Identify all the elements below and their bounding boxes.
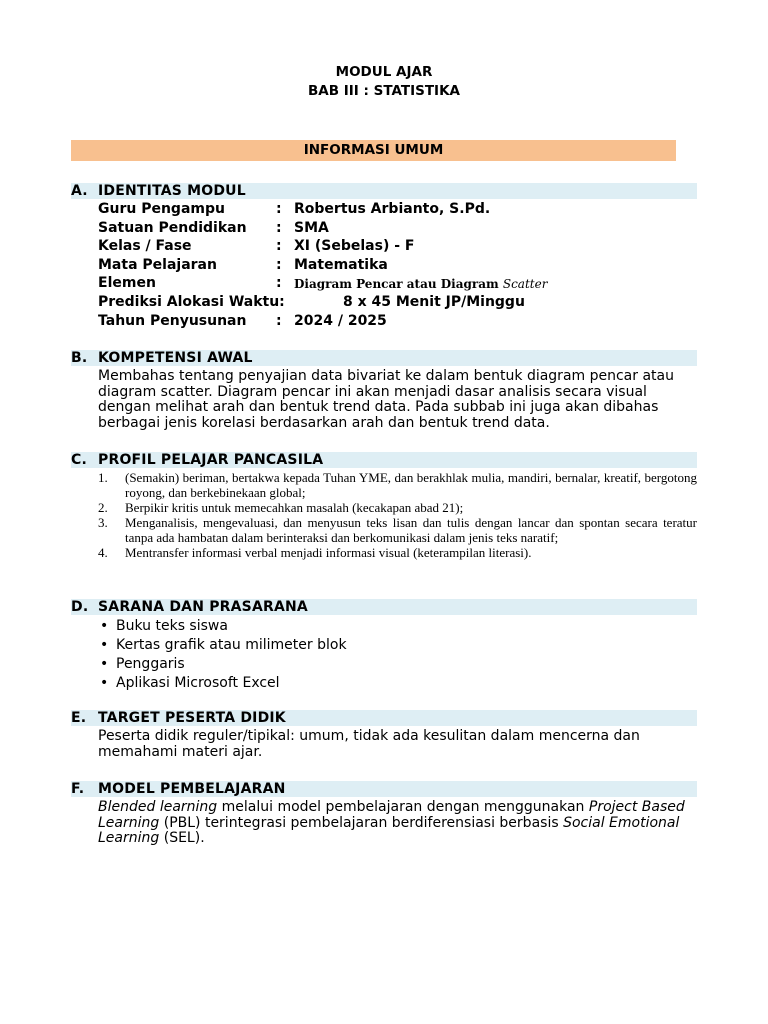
list-text: Penggaris <box>116 656 185 672</box>
list-item <box>98 470 697 500</box>
section-body: Peserta didik reguler/tipikal: umum, tidak ada kesulitan dalam mencerna dan memahami materi ajar. <box>98 728 640 760</box>
list-text: Buku teks siswa <box>116 618 228 634</box>
list-item <box>98 515 697 545</box>
italic-term: Project Based Learning <box>98 799 685 831</box>
section-heading <box>71 452 697 468</box>
row-value: 2024 / 2025 <box>294 312 387 329</box>
list-number: 1. <box>98 470 108 485</box>
list-text: Kertas grafik atau milimeter blok <box>116 637 347 653</box>
list-item <box>98 500 697 515</box>
list-item <box>98 617 697 636</box>
section-heading <box>71 350 697 366</box>
section-target-peserta <box>71 710 697 760</box>
section-letter: A. <box>71 183 88 199</box>
section-letter: D. <box>71 599 89 615</box>
list-text: Berpikir kritis untuk memecahkan masalah (kecakapan abad 21); <box>125 500 464 515</box>
row-colon: : <box>276 275 282 292</box>
row-colon: : <box>276 219 282 236</box>
elemen-text: Diagram Pencar atau Diagram <box>294 277 499 292</box>
identity-row <box>98 238 697 257</box>
section-heading <box>71 710 697 726</box>
row-value: 8 x 45 Menit JP/Minggu <box>343 293 525 310</box>
bullet-icon: • <box>100 637 109 653</box>
identity-row <box>98 313 697 332</box>
row-value: Robertus Arbianto, S.Pd. <box>294 201 491 217</box>
row-label: Guru Pengampu <box>98 201 225 217</box>
row-colon: : <box>276 312 282 329</box>
section-kompetensi-awal <box>71 350 697 431</box>
row-label: Kelas / Fase <box>98 238 192 255</box>
row-label: Mata Pelajaran <box>98 256 217 273</box>
italic-term: Social Emotional Learning <box>98 814 680 846</box>
section-title: SARANA DAN PRASARANA <box>98 599 308 615</box>
bullet-icon: • <box>100 656 109 672</box>
row-value: Matematika <box>294 256 388 273</box>
facility-list <box>98 617 697 693</box>
bullet-icon: • <box>100 675 109 691</box>
section-title: KOMPETENSI AWAL <box>98 350 253 366</box>
identity-row <box>98 275 697 294</box>
identity-table <box>98 201 697 331</box>
section-model-pembelajaran <box>71 781 697 847</box>
list-number: 3. <box>98 515 108 530</box>
list-text: Aplikasi Microsoft Excel <box>116 675 280 691</box>
section-letter: F. <box>71 781 85 797</box>
identity-row <box>98 257 697 276</box>
section-sarana-prasarana <box>71 599 697 693</box>
body-fragment: (PBL) terintegrasi pembelajaran berdiferensiasi berbasis <box>159 814 564 831</box>
profile-list <box>98 470 697 560</box>
section-heading <box>71 599 697 615</box>
list-item <box>98 655 697 674</box>
row-colon: : <box>276 256 282 273</box>
bullet-icon: • <box>100 618 109 634</box>
row-label: Prediksi Alokasi Waktu: <box>98 293 285 310</box>
identity-row <box>98 201 697 220</box>
row-label: Elemen <box>98 275 156 292</box>
list-item <box>98 636 697 655</box>
section-title: PROFIL PELAJAR PANCASILA <box>98 452 324 468</box>
list-number: 2. <box>98 500 108 515</box>
body-fragment: (SEL). <box>159 830 205 846</box>
list-number: 4. <box>98 545 108 560</box>
section-letter: B. <box>71 350 88 366</box>
list-text: Mentransfer informasi verbal menjadi informasi visual (keterampilan literasi). <box>125 545 532 560</box>
section-body <box>98 800 693 847</box>
body-fragment: melalui model pembelajaran dengan menggunakan <box>217 799 589 815</box>
section-body: Membahas tentang penyajian data bivariat ke dalam bentuk diagram pencar atau diagram scatter. Diagram pencar ini akan menjadi dasar analisis secara visual dengan melihat arah dan bentuk trend data. Pada subbab ini juga akan dibahas berbagai jenis korelasi berdasarkan arah dan bentuk trend data. <box>98 368 674 431</box>
row-value: XI (Sebelas) - F <box>294 238 415 255</box>
section-letter: C. <box>71 452 87 468</box>
row-label: Satuan Pendidikan <box>98 219 247 236</box>
row-colon: : <box>276 238 282 255</box>
elemen-italic: Scatter <box>502 277 548 292</box>
list-item <box>98 545 697 560</box>
section-title: IDENTITAS MODUL <box>98 183 246 199</box>
identity-row <box>98 294 697 313</box>
identity-row <box>98 220 697 239</box>
list-text: Menganalisis, mengevaluasi, dan menyusun teks lisan dan tulis dengan lancar dan spontan secara teratur tanpa ada hambatan dalam berinteraksi dan berkomunikasi dalam jenis teks naratif; <box>125 515 697 545</box>
row-label: Tahun Penyusunan <box>98 312 247 329</box>
info-bar: INFORMASI UMUM <box>71 140 676 161</box>
section-profil-pelajar <box>71 452 697 560</box>
row-value <box>294 277 547 291</box>
row-colon: : <box>276 201 282 217</box>
italic-term: Blended learning <box>98 799 218 815</box>
section-letter: E. <box>71 710 87 726</box>
section-title: MODEL PEMBELAJARAN <box>98 781 286 797</box>
list-item <box>98 674 697 693</box>
section-title: TARGET PESERTA DIDIK <box>98 710 286 726</box>
document-title: MODUL AJAR <box>335 64 433 80</box>
section-heading <box>71 183 697 199</box>
section-identitas-modul <box>71 183 697 331</box>
chapter-title: BAB III : STATISTIKA <box>308 83 460 99</box>
list-text: (Semakin) beriman, bertakwa kepada Tuhan YME, dan berakhlak mulia, mandiri, bernalar, kreatif, bergotong royong, dan berkebinekaan global; <box>125 470 697 500</box>
row-value: SMA <box>294 219 329 236</box>
section-heading <box>71 781 697 797</box>
